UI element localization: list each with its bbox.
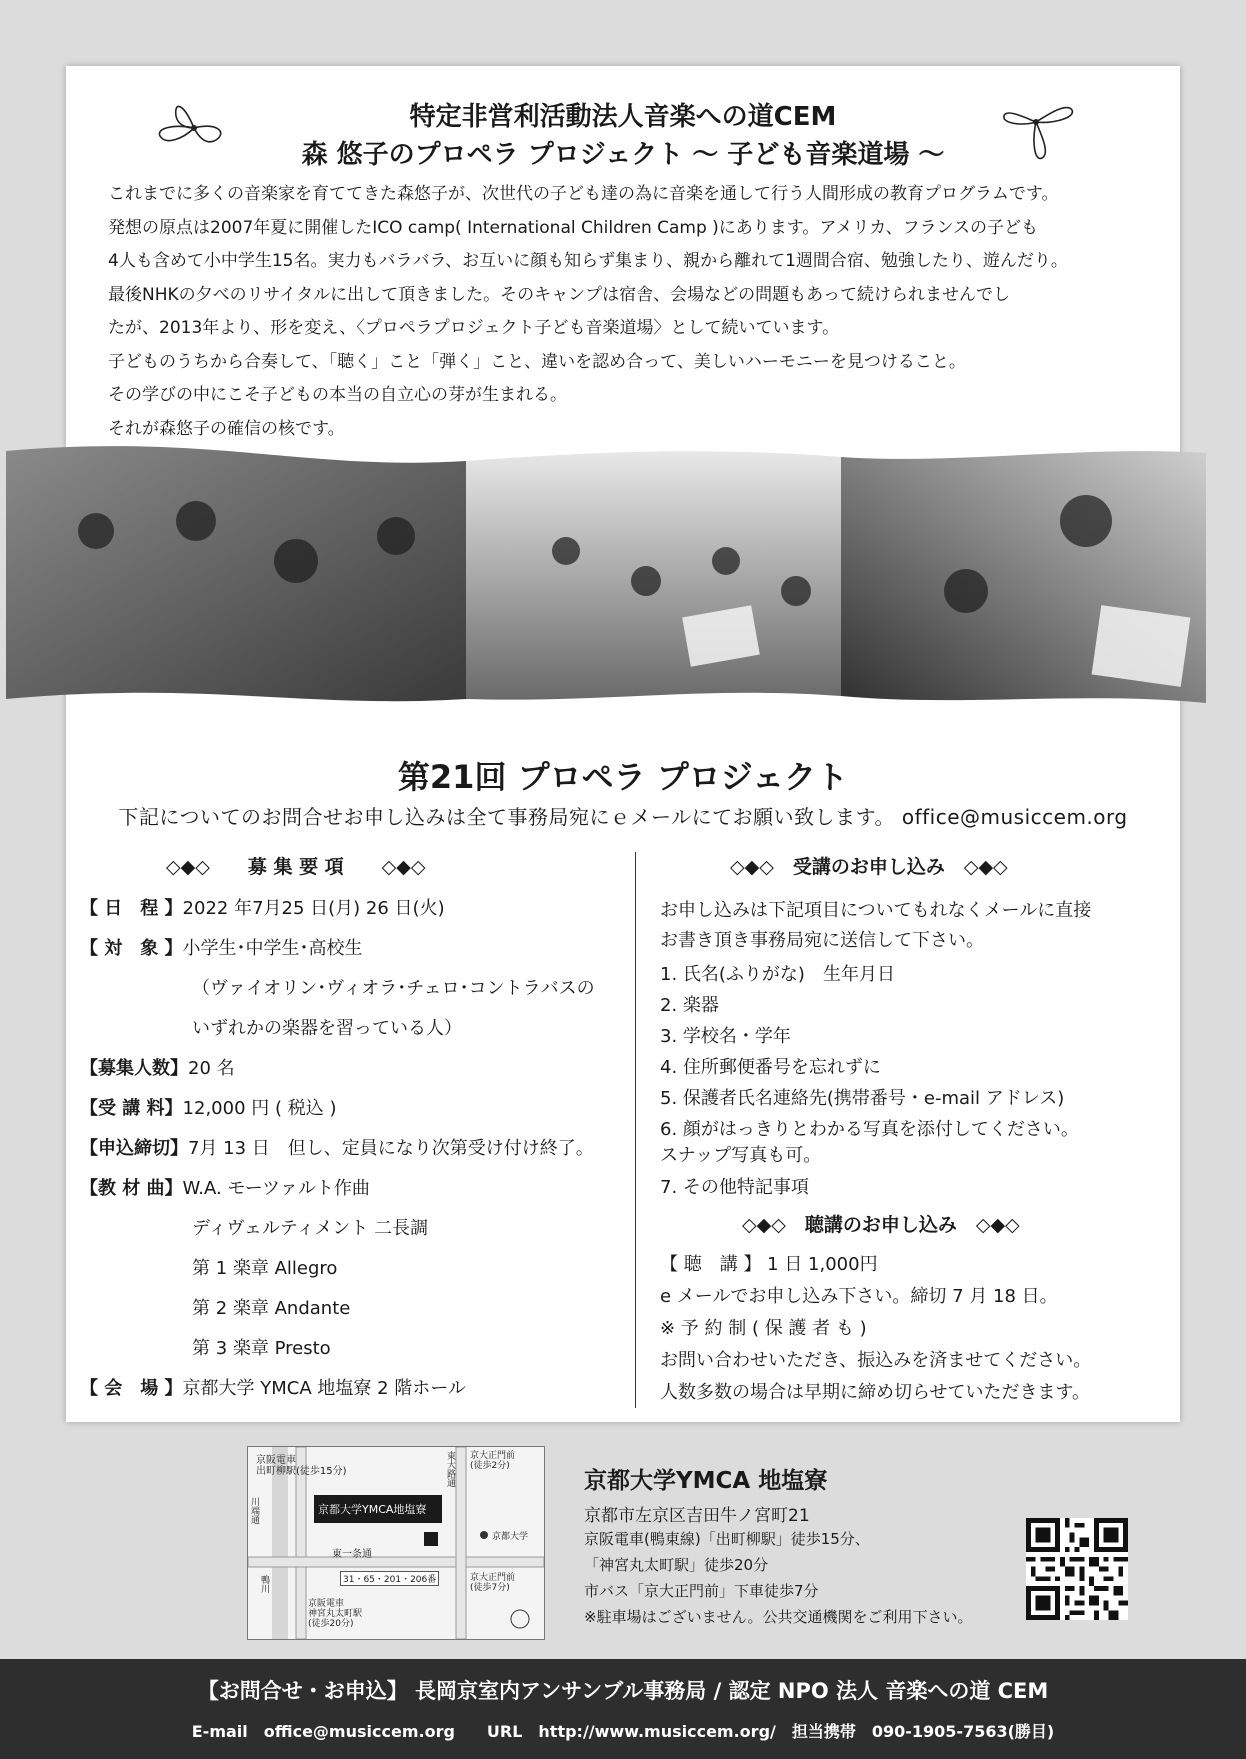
intro-line: これまでに多くの音楽家を育ててきた森悠子が、次世代の子ども達の為に音楽を通して行う人間形成の教育プログラムです。 (108, 184, 1059, 204)
detail-value: 第 1 楽章 Allegro (192, 1258, 338, 1279)
application-item: 1. 氏名(ふりがな) 生年月日 (660, 964, 895, 985)
detail-row (80, 1174, 370, 1200)
application-intro: お書き頂き事務局宛に送信して下さい。 (660, 930, 984, 951)
intro-line: 子どものうちから合奏して、「聴く」こと「弾く」こと、違いを認め合って、美しいハーモニーを見つけること。 (108, 351, 966, 372)
footer-contact-details: E-mail office@musiccem.org URL http://www.musiccem.org/ 担当携帯 090-1905-7563(勝目) (191, 1722, 1055, 1741)
application-heading: ◇◆◇ 受講のお申し込み ◇◆◇ (730, 856, 1008, 878)
listening-line: ※ 予 約 制 ( 保 護 者 も ) (660, 1318, 867, 1339)
application-item: スナップ写真も可。 (660, 1145, 822, 1166)
detail-value: 12,000 円 ( 税込 ) (182, 1098, 337, 1119)
detail-label: 【教 材 曲】 (80, 1178, 183, 1199)
map-label-higashioji: 東大路通 (445, 1451, 455, 1487)
detail-value: いずれかの楽器を習っている人） (192, 1018, 462, 1039)
column-divider (635, 852, 636, 1408)
detail-value: 20 名 (188, 1058, 235, 1079)
detail-value: 第 2 楽章 Andante (192, 1298, 351, 1319)
intro-text (108, 178, 1138, 446)
contact-instruction: 下記についてのお問合せお申し込みは全て事務局宛にｅメールにてお願い致します。 office@musiccem.org (118, 805, 1128, 829)
photo-strip (6, 441, 1206, 711)
detail-row (80, 934, 363, 960)
footer-contact-org: 【お問合せ・お申込】 長岡京室内アンサンブル事務局 / 認定 NPO 法人 音楽への道 CEM (197, 1679, 1049, 1703)
detail-row (192, 1014, 462, 1040)
access-map (247, 1446, 545, 1640)
detail-label: 【 対 象 】 (80, 938, 183, 959)
recruitment-heading: ◇◆◇ 募 集 要 項 ◇◆◇ (166, 856, 426, 878)
listening-line: e メールでお申し込み下さい。締切 7 月 18 日。 (660, 1286, 1058, 1307)
detail-row (80, 894, 445, 920)
map-label-kamo: 鴨川 (259, 1575, 269, 1593)
map-label-station1: 京阪電車 出町柳駅(徒歩15分) (256, 1455, 347, 1477)
listening-line: 人数多数の場合は早期に締め切らせていただきます。 (660, 1382, 1091, 1403)
detail-row (192, 1214, 428, 1240)
map-label-bus-bottom: 京大正門前 (徒歩7分) (470, 1573, 516, 1593)
map-label-building: 京都大学YMCA地塩寮 (318, 1503, 427, 1516)
intro-line: 4人も含めて小中学生15名。実力もバラバラ、お互いに顔も知らず集まり、親から離れて1週間合宿、勉強したり、遊んだり。 (108, 251, 1068, 271)
detail-label: 【 日 程 】 (80, 898, 183, 919)
map-label-station2: 京阪電車 神宮丸太町駅 (徒歩20分) (308, 1599, 363, 1629)
detail-row (192, 974, 595, 1000)
intro-line: それが森悠子の確信の核です。 (108, 418, 345, 439)
application-intro: お申し込みは下記項目についてもれなくメールに直接 (660, 900, 1092, 921)
intro-line: たが、2013年より、形を変え、〈プロペラプロジェクト子ども音楽道場〉として続いています。 (108, 318, 840, 338)
detail-row (80, 1374, 466, 1400)
intro-line: 最後NHKの夕べのリサイタルに出して頂きました。そのキャンプは宿舎、会場などの問題もあって続けられませんでし (108, 284, 1010, 305)
detail-label: 【受 講 料】 (80, 1098, 183, 1119)
venue-parking-note: ※駐車場はございません。公共交通機関をご利用下さい。 (584, 1608, 973, 1626)
application-item: 7. その他特記事項 (660, 1177, 809, 1198)
application-item: 6. 顔がはっきりとわかる写真を添付してください。 (660, 1119, 1079, 1140)
venue-address: 京都市左京区吉田牛ノ宮町21 (584, 1506, 810, 1526)
detail-label: 【申込締切】 (80, 1138, 188, 1159)
detail-value: 京都大学 YMCA 地塩寮 2 階ホール (182, 1378, 466, 1399)
map-label-kawabata: 川端通 (249, 1497, 259, 1524)
venue-access: 京阪電車(鴨東線)「出町柳駅」徒歩15分、 (584, 1530, 870, 1548)
detail-value: W.A. モーツァルト作曲 (182, 1178, 370, 1199)
application-item: 5. 保護者氏名連絡先(携帯番号・e-mail アドレス) (660, 1088, 1065, 1109)
map-label-kyodai: 京都大学 (492, 1532, 529, 1542)
map-label-bus-numbers: 31・65・201・206番 (340, 1571, 439, 1586)
detail-row (80, 1054, 235, 1080)
intro-line: その学びの中にこそ子どもの本当の自立心の芽が生まれる。 (108, 385, 567, 405)
application-item: 2. 楽器 (660, 995, 719, 1016)
detail-row (192, 1294, 350, 1320)
venue-access: 市バス「京大正門前」下車徒歩7分 (584, 1582, 819, 1600)
qr-code-icon (1026, 1518, 1128, 1620)
detail-row (192, 1254, 337, 1280)
detail-value: 小学生･中学生･高校生 (182, 938, 363, 959)
listening-heading: ◇◆◇ 聴講のお申し込み ◇◆◇ (742, 1214, 1020, 1236)
detail-label: 【 会 場 】 (80, 1378, 183, 1399)
org-title: 特定非営利活動法人音楽への道CEM (409, 102, 837, 132)
detail-value: 2022 年7月25 日(月) 26 日(火) (182, 898, 445, 919)
application-item: 4. 住所郵便番号を忘れずに (660, 1057, 881, 1078)
detail-row (80, 1094, 336, 1120)
detail-value: （ヴァイオリン･ヴィオラ･チェロ･コントラバスの (192, 978, 595, 999)
venue-access: 「神宮丸太町駅」徒歩20分 (584, 1556, 769, 1574)
photo-children-violin (6, 446, 466, 701)
content-card (66, 66, 1180, 1422)
map-label-bus-top: 京大正門前 (徒歩2分) (470, 1451, 516, 1471)
detail-value: 第 3 楽章 Presto (192, 1338, 331, 1359)
venue-name: 京都大学YMCA 地塩寮 (584, 1468, 828, 1494)
detail-label: 【募集人数】 (80, 1058, 188, 1079)
listening-line: 【 聴 講 】 1 日 1,000円 (660, 1254, 878, 1275)
detail-value: 7月 13 日 但し、定員になり次第受け付け終了。 (188, 1138, 594, 1159)
detail-row (80, 1134, 594, 1160)
detail-value: ディヴェルティメント 二長調 (192, 1218, 429, 1239)
section-title: 第21回 プロペラ プロジェクト (397, 758, 849, 796)
footer-bar (0, 1659, 1246, 1759)
project-title: 森 悠子のプロペラ プロジェクト 〜 子ども音楽道場 〜 (301, 140, 945, 170)
detail-row (192, 1334, 331, 1360)
application-item: 3. 学校名・学年 (660, 1026, 791, 1047)
map-label-higashiichijo: 東一条通 (332, 1549, 372, 1560)
intro-line: 発想の原点は2007年夏に開催したICO camp( International Children Camp )にあります。アメリカ、フランスの子ども (108, 217, 1039, 238)
listening-line: お問い合わせいただき、振込みを済ませてください。 (660, 1350, 1092, 1371)
